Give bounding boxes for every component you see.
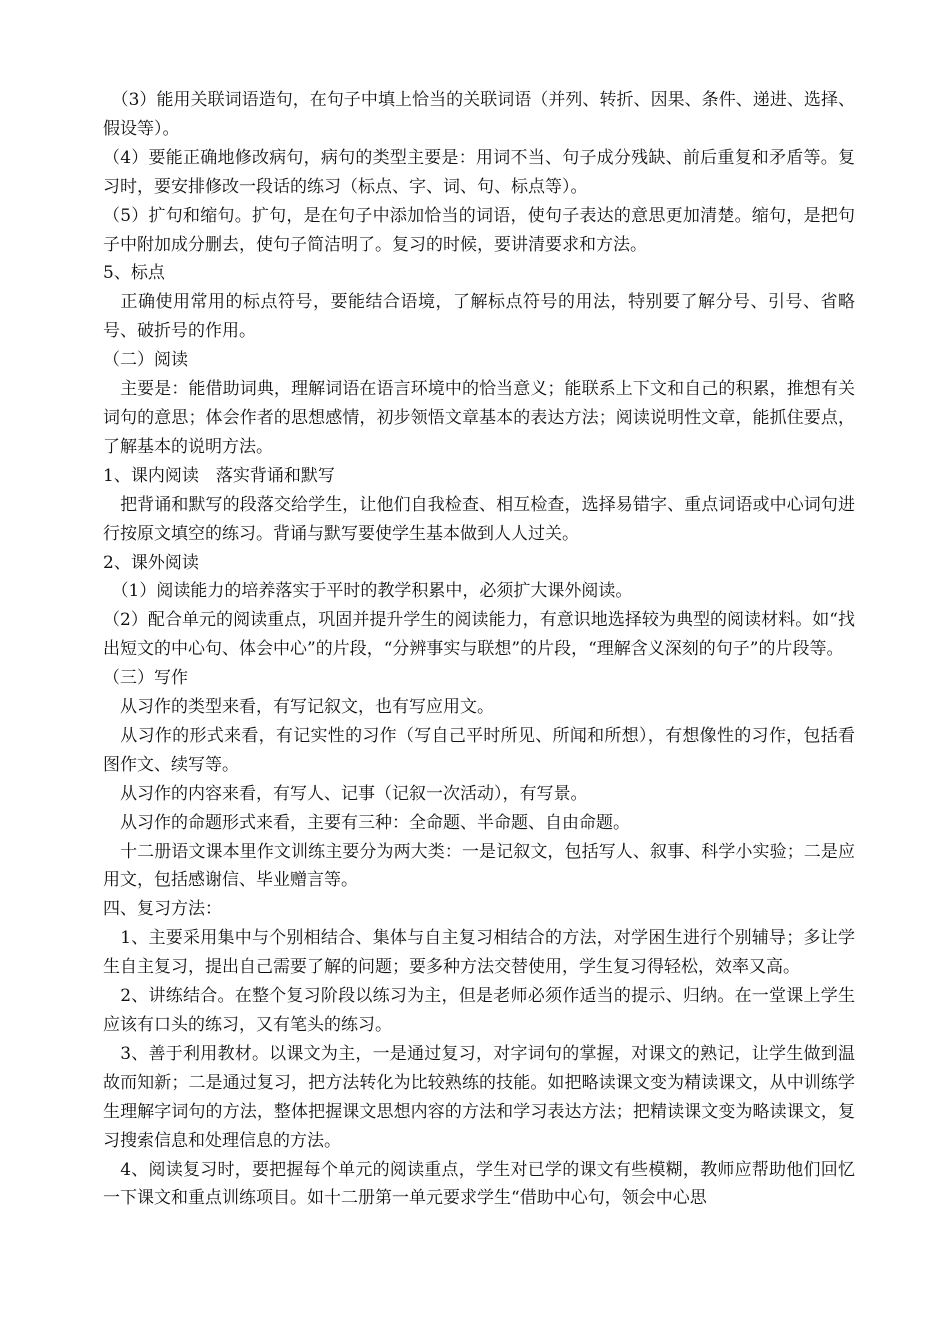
paragraph-conjunction-sentences: （3）能用关联词语造句，在句子中填上恰当的关联词语（并列、转折、因果、条件、递进、选择、假设等）。 (103, 90, 855, 139)
heading-extracurricular-reading: 2、课外阅读 (103, 552, 199, 573)
paragraph-punctuation-usage: 正确使用常用的标点符号，要能结合语境，了解标点符号的用法，特别要了解分号、引号、省略号、破折号的作用。 (103, 292, 855, 342)
heading-punctuation: 5、标点 (103, 263, 165, 284)
paragraph-unit-reading-focus: （2）配合单元的阅读重点，巩固并提升学生的阅读能力，有意识地选择较为典型的阅读材料。如“找出短文的中心句、体会中心”的片段，“分辨事实与联想”的片段，“理解含义深刻的句子”的片段等。 (103, 610, 855, 660)
paragraph-reading-accumulation: （1）阅读能力的培养落实于平时的教学积累中，必须扩大课外阅读。 (103, 581, 633, 602)
paragraph-method-4: 4、阅读复习时，要把握每个单元的阅读重点，学生对已学的课文有些模糊，教师应帮助他们回忆一下课文和重点训练项目。如十二册第一单元要求学生“借助中心句，领会中心思 (103, 1159, 855, 1209)
paragraph-method-3: 3、善于利用教材。以课文为主，一是通过复习，对字词句的掌握，对课文的熟记，让学生做到温故而知新；二是通过复习，把方法转化为比较熟练的技能。如把略读课文变为精读课文，从中训练学生理解字词句的方法，整体把握课文思想内容的方法和学习表达方法；把精读课文变为略读课文，复习搜索信息和处理信息的方法。 (103, 1043, 855, 1151)
paragraph-reading-goals: 主要是：能借助词典，理解词语在语言环境中的恰当意义；能联系上下文和自己的积累，推想有关词句的意思；体会作者的思想感情，初步领悟文章基本的表达方法；阅读说明性文章，能抓住要点，了解基本的说明方法。 (103, 379, 855, 457)
paragraph-writing-training: 十二册语文课本里作文训练主要分为两大类：一是记叙文，包括写人、叙事、科学小实验；二是应用文，包括感谢信、毕业赠言等。 (103, 841, 855, 891)
paragraph-sentence-correction: （4）要能正确地修改病句，病句的类型主要是：用词不当、句子成分残缺、前后重复和矛盾等。复习时，要安排修改一段话的练习（标点、字、词、句、标点等）。 (103, 147, 855, 197)
paragraph-method-2: 2、讲练结合。在整个复习阶段以练习为主，但是老师必须作适当的提示、归纳。在一堂课上学生应该有口头的练习，又有笔头的练习。 (103, 986, 855, 1035)
document-body (103, 86, 855, 1213)
paragraph-writing-content: 从习作的内容来看，有写人、记事（记叙一次活动），有写景。 (103, 783, 588, 804)
heading-reading: （二）阅读 (103, 350, 188, 371)
paragraph-expand-shrink-sentences: （5）扩句和缩句。扩句，是在句子中添加恰当的词语，使句子表达的意思更加清楚。缩句，是把句子中附加成分删去，使句子简洁明了。复习的时候，要讲清要求和方法。 (103, 205, 855, 255)
paragraph-writing-types: 从习作的类型来看，有写记叙文，也有写应用文。 (103, 697, 494, 718)
heading-in-class-reading: 1、课内阅读 落实背诵和默写 (103, 465, 335, 486)
paragraph-recitation: 把背诵和默写的段落交给学生，让他们自我检查、相互检查，选择易错字、重点词语或中心词句进行按原文填空的练习。背诵与默写要使学生基本做到人人过关。 (103, 494, 855, 544)
paragraph-writing-forms: 从习作的形式来看，有记实性的习作（写自己平时所见、所闻和所想），有想像性的习作，包括看图作文、续写等。 (103, 725, 855, 775)
paragraph-writing-topics: 从习作的命题形式来看，主要有三种：全命题、半命题、自由命题。 (103, 812, 630, 833)
heading-review-methods: 四、复习方法： (103, 899, 222, 920)
paragraph-method-1: 1、主要采用集中与个别相结合、集体与自主复习相结合的方法，对学困生进行个别辅导；多让学生自主复习，提出自己需要了解的问题；要多种方法交替使用，学生复习得轻松，效率又高。 (103, 928, 855, 978)
heading-writing: （三）写作 (103, 668, 188, 689)
